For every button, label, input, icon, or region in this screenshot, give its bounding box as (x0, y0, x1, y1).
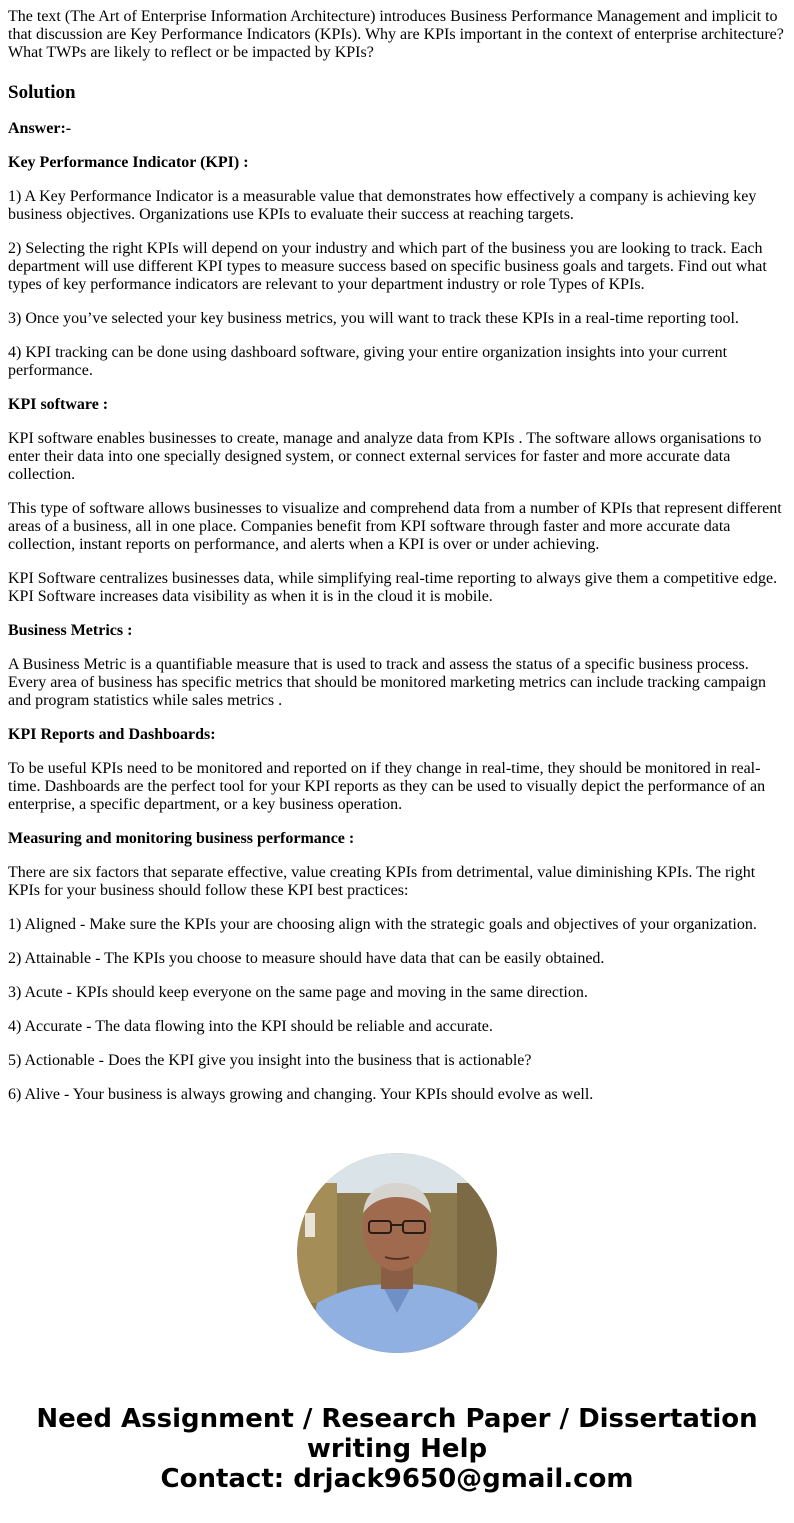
cta-line: writing Help (306, 1434, 488, 1464)
author-avatar (297, 1153, 497, 1353)
practice-item: 4) Accurate - The data flowing into the KPI should be reliable and accurate. (8, 1018, 493, 1035)
practice-item: 2) Attainable - The KPIs you choose to measure should have data that can be easily obtained. (8, 950, 605, 967)
measuring-heading: Measuring and monitoring business performance : (8, 830, 355, 847)
cta-line: Need Assignment / Research Paper / Dissertation (36, 1404, 758, 1434)
question-text: The text (The Art of Enterprise Information Architecture) introduces Business Performance Management and implicit to that discussion are Key Performance Indicators (KPIs). Why are KPIs important in the context of enterprise architecture? What TWPs are likely to reflect or be impacted by KPIs? (8, 8, 784, 61)
software-paragraph: KPI software enables businesses to create, manage and analyze data from KPIs . The software allows organisations to enter their data into one specially designed system, or connect external services for faster and more accurate data collection. (8, 430, 762, 483)
practice-item: 6) Alive - Your business is always growing and changing. Your KPIs should evolve as well. (8, 1086, 594, 1103)
author-photo-icon (297, 1153, 497, 1353)
kpi-point: 3) Once you’ve selected your key business metrics, you will want to track these KPIs in a real-time reporting tool. (8, 310, 739, 327)
kpi-point: 2) Selecting the right KPIs will depend on your industry and which part of the business you are looking to track. Each department will use different KPI types to measure success based on specific business goals and targets. Find out what types of key performance indicators are relevant to your department industry or role Types of KPIs. (8, 240, 767, 293)
kpi-point: 4) KPI tracking can be done using dashboard software, giving your entire organization insights into your current performance. (8, 344, 728, 379)
software-heading: KPI software : (8, 396, 109, 413)
software-paragraph: This type of software allows businesses to visualize and comprehend data from a number of KPIs that represent different areas of a business, all in one place. Companies benefit from KPI software through faster and more accurate data collection, instant reports on performance, and alerts when a KPI is over or under achieving. (8, 500, 782, 553)
software-paragraph: KPI Software centralizes businesses data, while simplifying real-time reporting to always give them a competitive edge. KPI Software increases data visibility as when it is in the cloud it is mobile. (8, 570, 778, 605)
practice-item: 1) Aligned - Make sure the KPIs your are choosing align with the strategic goals and objectives of your organization. (8, 916, 757, 933)
article (8, 8, 786, 1120)
cta-contact-email: Contact: drjack9650@gmail.com (160, 1464, 634, 1494)
reports-heading: KPI Reports and Dashboards: (8, 726, 216, 743)
solution-heading: Solution (8, 82, 76, 103)
contact-banner (0, 1404, 794, 1494)
practice-item: 3) Acute - KPIs should keep everyone on the same page and moving in the same direction. (8, 984, 588, 1001)
measuring-intro: There are six factors that separate effective, value creating KPIs from detrimental, value diminishing KPIs. The right KPIs for your business should follow these KPI best practices: (8, 864, 756, 899)
reports-paragraph: To be useful KPIs need to be monitored and reported on if they change in real-time, they should be monitored in real-time. Dashboards are the perfect tool for your KPI reports as they can be used to visually depict the performance of an enterprise, a specific department, or a key business operation. (8, 760, 766, 813)
kpi-heading: Key Performance Indicator (KPI) : (8, 154, 249, 171)
practice-item: 5) Actionable - Does the KPI give you insight into the business that is actionable? (8, 1052, 532, 1069)
answer-label: Answer:- (8, 120, 72, 137)
metrics-heading: Business Metrics : (8, 622, 133, 639)
metrics-paragraph: A Business Metric is a quantifiable measure that is used to track and assess the status of a specific business process. Every area of business has specific metrics that should be monitored marketing metrics can include tracking campaign and program statistics while sales metrics . (8, 656, 766, 709)
kpi-point: 1) A Key Performance Indicator is a measurable value that demonstrates how effectively a company is achieving key business objectives. Organizations use KPIs to evaluate their success at reaching targets. (8, 188, 757, 223)
